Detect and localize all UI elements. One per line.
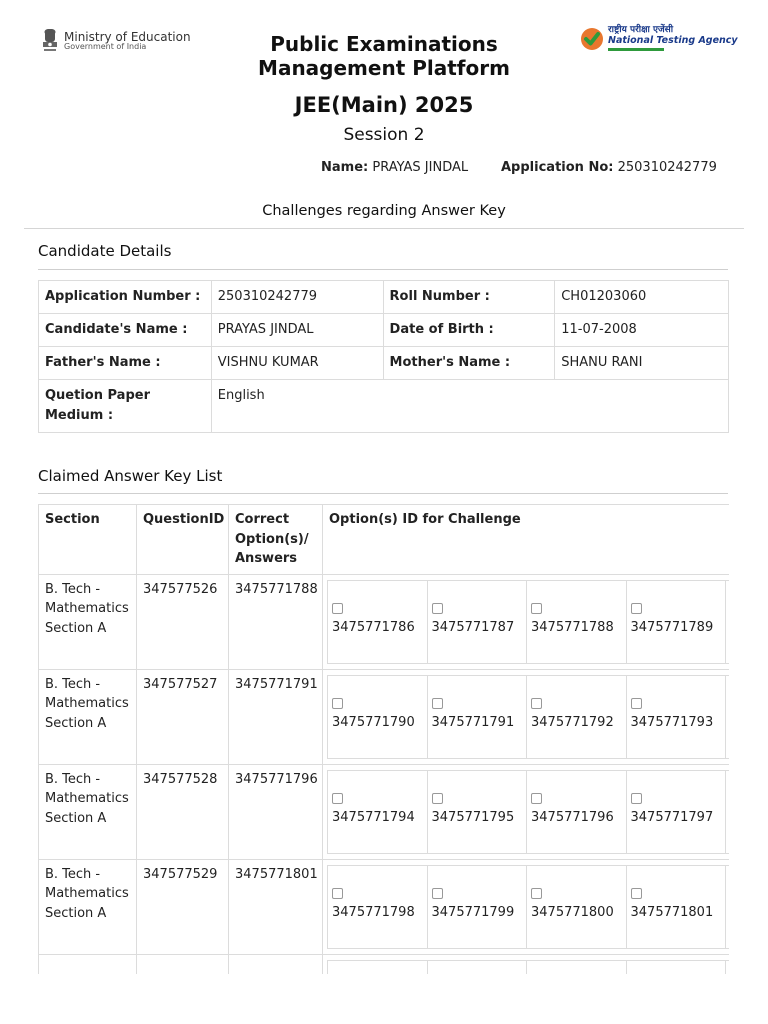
challenge-option-checkbox[interactable] [432,888,443,899]
challenge-option-id: 3475771800 [531,904,614,920]
table-cell [39,954,137,974]
challenge-option-checkbox[interactable] [432,603,443,614]
challenge-options-cell [323,859,730,954]
divider [38,269,728,270]
divider [38,493,728,494]
table-cell: Quetion Paper Medium : [39,380,212,433]
session-label: Session 2 [343,125,425,145]
page-header [0,0,768,200]
nta-logo [580,26,738,51]
challenge-options-group [327,770,729,854]
application-number-line: Application No: 250310242779 [501,160,717,175]
correct-answer-cell: 3475771788 [229,574,323,669]
challenge-options-cell [323,574,730,669]
table-row [39,859,730,954]
table-cell: SHANU RANI [555,347,729,380]
section-cell: B. Tech - Mathematics Section A [39,574,137,669]
candidate-details-table [38,280,729,433]
challenge-option-checkbox[interactable] [631,793,642,804]
challenge-option[interactable] [527,771,627,853]
claimed-answer-key-title: Claimed Answer Key List [38,467,223,485]
challenge-option-id: 3475771797 [630,809,714,825]
challenge-option-partial[interactable] [726,581,729,663]
question-id-cell: 347577528 [137,764,229,859]
challenge-option-checkbox[interactable] [332,888,343,899]
table-row [39,314,729,347]
challenge-option-partial[interactable] [726,771,729,853]
challenge-option-checkbox[interactable] [531,888,542,899]
challenge-option-id: 3475771788 [531,619,614,635]
table-cell: Date of Birth : [383,314,555,347]
challenge-option[interactable] [428,676,528,758]
challenge-option-checkbox[interactable] [332,793,343,804]
challenge-option-checkbox[interactable] [531,698,542,709]
column-header-options-for-challenge: Option(s) ID for Challenge [323,505,730,575]
challenge-option-checkbox[interactable] [332,698,343,709]
table-row [39,347,729,380]
table-cell: Candidate's Name : [39,314,212,347]
challenge-option-checkbox[interactable] [531,603,542,614]
table-row [39,574,730,669]
table-cell: English [211,380,728,433]
table-cell: 11-07-2008 [555,314,729,347]
table-row [39,380,729,433]
challenge-option[interactable] [428,961,528,975]
table-row [39,669,730,764]
platform-title: Public Examinations Management Platform [258,32,510,80]
table-cell [137,954,229,974]
challenge-option-checkbox[interactable] [432,793,443,804]
challenge-option[interactable] [627,581,727,663]
challenge-option-id: 3475771787 [431,619,515,635]
challenge-option[interactable] [627,676,727,758]
challenge-option-id: 3475771792 [531,714,614,730]
table-cell: Roll Number : [383,281,555,314]
challenge-option-checkbox[interactable] [531,793,542,804]
challenge-option-id: 3475771799 [431,904,515,920]
column-header-question-id: QuestionID [137,505,229,575]
challenge-option-id: 3475771801 [630,904,714,920]
challenge-heading: Challenges regarding Answer Key [262,203,506,219]
challenge-option-checkbox[interactable] [631,888,642,899]
claimed-answer-key-table [38,504,729,974]
challenge-option[interactable] [428,866,528,948]
table-cell [323,954,730,974]
challenge-option-id: 3475771791 [431,714,515,730]
challenge-option[interactable] [527,676,627,758]
challenge-option[interactable] [328,676,428,758]
nta-title: National Testing Agency [608,34,738,46]
question-id-cell: 347577529 [137,859,229,954]
challenge-option[interactable] [527,581,627,663]
challenge-options-cell [323,669,730,764]
challenge-option[interactable] [627,866,727,948]
challenge-option-id: 3475771795 [431,809,515,825]
challenge-option[interactable] [328,866,428,948]
challenge-option[interactable] [328,961,428,975]
table-cell: 250310242779 [211,281,383,314]
challenge-option-id: 3475771798 [332,904,415,920]
challenge-option-id: 3475771790 [332,714,415,730]
challenge-option-id: 3475771786 [332,619,415,635]
table-cell: PRAYAS JINDAL [211,314,383,347]
challenge-options-group [327,960,729,975]
table-cell: Mother's Name : [383,347,555,380]
table-row [39,281,729,314]
column-header-correct-answers: Correct Option(s)/ Answers [229,505,323,575]
table-row [39,954,730,974]
correct-answer-cell: 3475771801 [229,859,323,954]
candidate-name-line: Name: PRAYAS JINDAL [321,160,469,175]
section-cell: B. Tech - Mathematics Section A [39,669,137,764]
nta-tagline-strip [608,48,664,51]
challenge-option[interactable] [627,771,727,853]
table-header-row [39,505,730,575]
nta-hindi-title: राष्ट्रीय परीक्षा एजेंसी [608,25,674,35]
challenge-option-partial[interactable] [726,866,729,948]
table-cell: Father's Name : [39,347,212,380]
column-header-section: Section [39,505,137,575]
nta-check-icon [580,27,604,51]
challenge-option-id: 3475771789 [630,619,714,635]
table-cell: Application Number : [39,281,212,314]
moe-subtitle: Government of India [64,42,147,52]
challenge-option[interactable] [428,771,528,853]
challenge-option[interactable] [428,581,528,663]
challenge-option[interactable] [627,961,727,975]
challenge-options-group [327,865,729,949]
correct-answer-cell: 3475771791 [229,669,323,764]
table-cell: VISHNU KUMAR [211,347,383,380]
divider [24,228,744,229]
challenge-options-group [327,580,729,664]
exam-title: JEE(Main) 2025 [294,93,474,117]
challenge-option[interactable] [527,961,627,975]
challenge-option-id: 3475771794 [332,809,415,825]
claimed-answer-key-table-container[interactable] [38,504,729,974]
section-cell: B. Tech - Mathematics Section A [39,859,137,954]
challenge-option-checkbox[interactable] [631,603,642,614]
table-row [39,764,730,859]
question-id-cell: 347577526 [137,574,229,669]
challenge-option-id: 3475771793 [630,714,714,730]
moe-title: Ministry of Education [64,29,191,44]
challenge-option-checkbox[interactable] [332,603,343,614]
challenge-option-id: 3475771796 [531,809,614,825]
correct-answer-cell: 3475771796 [229,764,323,859]
table-cell [229,954,323,974]
challenge-options-cell [323,764,730,859]
challenge-option-checkbox[interactable] [631,698,642,709]
table-cell: CH01203060 [555,281,729,314]
challenge-option[interactable] [328,771,428,853]
question-id-cell: 347577527 [137,669,229,764]
challenge-option-partial[interactable] [726,676,729,758]
section-cell: B. Tech - Mathematics Section A [39,764,137,859]
challenge-option-checkbox[interactable] [432,698,443,709]
challenge-option[interactable] [328,581,428,663]
challenge-options-group [327,675,729,759]
candidate-details-title: Candidate Details [38,242,172,260]
challenge-option[interactable] [527,866,627,948]
